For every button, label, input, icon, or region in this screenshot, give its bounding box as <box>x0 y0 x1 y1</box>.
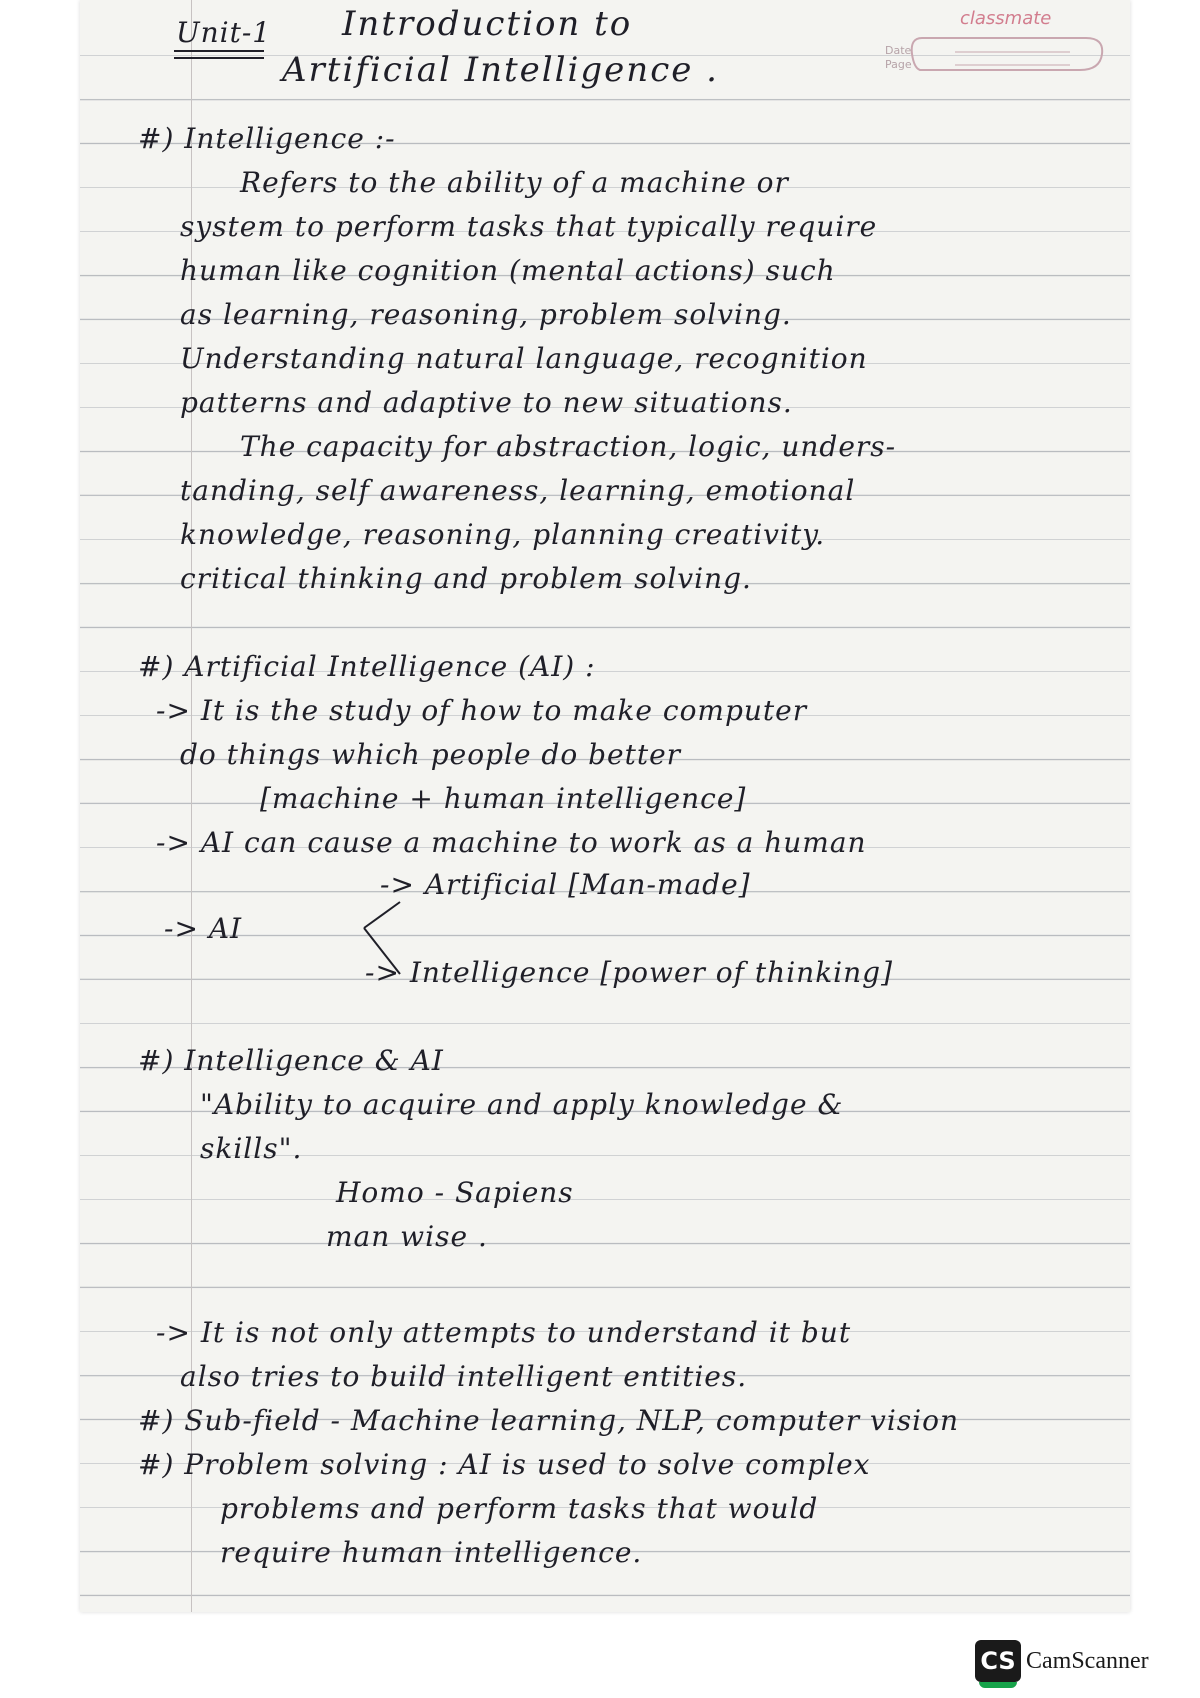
text-line: [machine + human intelligence] <box>260 782 747 815</box>
page-label: Page <box>885 58 912 71</box>
text-line: Homo - Sapiens <box>336 1176 574 1209</box>
section-heading-intelligence-ai: #) Intelligence & AI <box>138 1044 444 1077</box>
text-line: #) Problem solving : AI is used to solve complex <box>138 1448 871 1481</box>
text-line: patterns and adaptive to new situations. <box>180 386 793 419</box>
page-title-line2: Artificial Intelligence . <box>282 50 719 90</box>
text-line: -> It is not only attempts to understand it but <box>156 1316 852 1349</box>
text-line: problems and perform tasks that would <box>220 1492 819 1525</box>
notebook-page <box>80 0 1130 1612</box>
unit-underline-2 <box>174 57 264 59</box>
text-line: knowledge, reasoning, planning creativity. <box>180 518 826 551</box>
section-heading-ai: #) Artificial Intelligence (AI) : <box>138 650 596 683</box>
text-line: man wise . <box>326 1220 488 1253</box>
text-line: critical thinking and problem solving. <box>180 562 752 595</box>
page-title-line1: Introduction to <box>342 4 633 44</box>
text-line: also tries to build intelligent entities. <box>180 1360 748 1393</box>
text-line: Understanding natural language, recognition <box>180 342 868 375</box>
text-line: Refers to the ability of a machine or <box>240 166 789 199</box>
text-line: require human intelligence. <box>220 1536 643 1569</box>
text-line: skills". <box>200 1132 303 1165</box>
date-page-box <box>910 34 1105 90</box>
branch-root-label: -> AI <box>164 912 243 945</box>
camscanner-logo-icon: CS <box>975 1640 1021 1682</box>
unit-underline <box>174 50 264 52</box>
branch-top-label: -> Artificial [Man-made] <box>380 868 751 901</box>
text-line: -> It is the study of how to make computer <box>156 694 808 727</box>
text-line: "Ability to acquire and apply knowledge & <box>200 1088 844 1121</box>
camscanner-wordmark: CamScanner <box>1026 1648 1149 1674</box>
text-line: tanding, self awareness, learning, emotional <box>180 474 856 507</box>
date-label: Date <box>885 44 912 57</box>
text-line: do things which people do better <box>180 738 682 771</box>
branch-arrows <box>362 900 402 980</box>
text-line: #) Sub-field - Machine learning, NLP, computer vision <box>138 1404 960 1437</box>
text-line: -> AI can cause a machine to work as a human <box>156 826 867 859</box>
text-line: as learning, reasoning, problem solving. <box>180 298 792 331</box>
unit-label: Unit-1 <box>176 16 272 49</box>
text-line: human like cognition (mental actions) such <box>180 254 836 287</box>
branch-bottom-label: -> Intelligence [power of thinking] <box>365 956 894 989</box>
text-line: The capacity for abstraction, logic, unders- <box>240 430 897 463</box>
text-line: system to perform tasks that typically require <box>180 210 878 243</box>
section-heading-intelligence: #) Intelligence :- <box>138 122 396 155</box>
brand-label: classmate <box>960 8 1052 29</box>
